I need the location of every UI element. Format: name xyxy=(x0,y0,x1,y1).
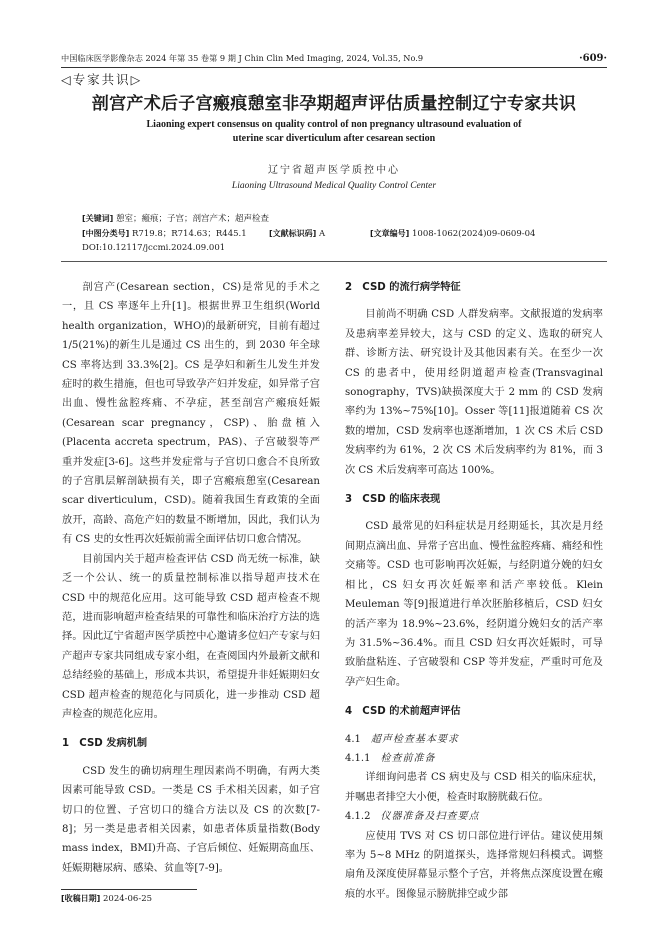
title-english-line-1: Liaoning expert consensus on quality control of non pregnancy ultrasound evaluation of xyxy=(146,119,522,130)
section-2-heading: 2 CSD 的流行病学特征 xyxy=(345,282,461,293)
title-english-line-2: uterine scar diverticulum after cesarean section xyxy=(232,133,436,144)
section-1-heading: 1 CSD 发病机制 xyxy=(62,738,148,750)
document-code-value: A xyxy=(319,229,326,239)
journal-citation: 中国临床医学影像杂志 2024 年第 35 卷第 9 期 J Chin Clin Med Imaging, 2024, Vol.35, No.9 xyxy=(61,53,424,63)
subsection-4-1-1-number: 4.1.1 xyxy=(345,752,371,764)
author-english: Liaoning Ultrasound Medical Quality Control Center xyxy=(231,181,437,191)
column-tag: ◁专家共识▷ xyxy=(61,72,143,87)
subsection-4-1-2-number: 4.1.2 xyxy=(345,811,371,823)
subsection-4-1-heading xyxy=(345,730,603,749)
received-date-footnote xyxy=(61,893,152,905)
keywords-value: 憩室；瘢痕；子宫；剖宫产术；超声检查 xyxy=(116,214,270,224)
intro-paragraph-1: 剖宫产(Cesarean section，CS)是常见的手术之一，且 CS 率逐年上升[1]。根据世界卫生组织(World health organization，WHO)的最新研究，目前有超过 1/5(21%)的新生儿是通过 CS 出生的，到 2030 年全球 CS 率将达到 33.3%[2]。CS 是孕妇和新生儿发生并发症时的救生措施，但也可导致孕产妇并发症，如异常子宫出血、慢性盆腔疼痛、不孕症，甚至剖宫产瘢痕妊娠(Cesarean scar pregnancy，CSP)、胎盘植入(Placenta accreta spectrum，PAS)、子宫破裂等严重并发症[3-6]。这些并发症常与子宫切口愈合不良所致的子宫肌层解剖缺损有关，即子宫瘢痕憩室(Cesarean scar diverticulum，CSD)。随着我国生育政策的全面放开，高龄、高危产妇的数量不断增加，因此，我们认为有 CS 史的女性再次妊娠前需全面评估切口愈合情况。 xyxy=(62,282,320,546)
section-4-heading: 4 CSD 的术前超声评估 xyxy=(345,706,461,718)
subsection-4-1-2-paragraph: 应使用 TVS 对 CS 切口部位进行评估。建议使用频率为 5~8 MHz 的阴道探头，选择常规妇科模式。调整扇角及深度使屏幕显示整个子宫，并将焦点深度设置在瘢痕的水平。图像显示膀胱排空或少部 xyxy=(345,830,603,900)
section-1-paragraph: CSD 发生的确切病理生理因素尚不明确，有两大类因素可能导致 CSD。一类是 CS 手术相关因素，如子宫切口的位置、子宫切口的缝合方法以及 CS 的次数[7-8]；另一类是患者相关因素，如患者体质量指数(Body mass index，BMI)升高、子宫后倾位、妊娠期高血压、妊娠期糖尿病、感染、贫血等[7-9]。 xyxy=(62,765,320,874)
metadata-rule xyxy=(61,261,607,262)
footnote-rule xyxy=(61,889,197,890)
author-chinese: 辽宁省超声医学质控中心 xyxy=(268,165,400,176)
subsection-4-1-1-paragraph: 详细询问患者 CS 病史及与 CSD 相关的临床症状，并嘱患者排空大小便，检查时取膀胱截石位。 xyxy=(345,772,603,803)
subsection-4-1-title: 超声检查基本要求 xyxy=(370,733,459,745)
clc-value: R719.8；R714.63；R445.1 xyxy=(132,229,247,239)
left-column xyxy=(62,278,320,878)
article-metadata xyxy=(82,211,592,256)
right-column xyxy=(345,278,603,904)
section-3-heading: 3 CSD 的临床表现 xyxy=(345,494,441,506)
running-head xyxy=(61,53,607,64)
title-chinese: 剖宫产术后子宫瘢痕憩室非孕期超声评估质量控制辽宁专家共识 xyxy=(91,94,577,114)
article-number-label: [文章编号] xyxy=(370,229,410,238)
keywords-row xyxy=(82,211,592,226)
clc-label: [中图分类号] xyxy=(82,229,130,238)
doi-link[interactable]: DOI:10.12117/jccmi.2024.09.001 xyxy=(82,243,226,253)
doi-row xyxy=(82,241,592,256)
intro-paragraph-2: 目前国内关于超声检查评估 CSD 尚无统一标准，缺乏一个公认、统一的质量控制标准以指导超声技术在 CSD 中的规范化应用。这可能导致 CSD 超声检查不规范，进而影响超声检查结果的可靠性和临床治疗方法的选择。因此辽宁省超声医学质控中心邀请多位妇产专家与妇产超声专家共同组成专家小组，在查阅国内外最新文献和总结经验的基础上，形成本共识，希望提升非妊娠期妇女 CSD 超声检查的规范化与同质化，进一步推动 CSD 超声检查的规范化应用。 xyxy=(62,553,320,720)
section-2-paragraph: 目前尚不明确 CSD 人群发病率。文献报道的发病率及患病率差异较大，这与 CSD 的定义、选取的研究人群、诊断方法、研究设计及其他因素有关。在至少一次 CS 的患者中，使用经阴道超声检查(Transvaginal sonography，TVS)缺损深度大于 2 mm 的 CSD 发病率约为 13%~75%[10]。Osser 等[11]报道随着 CS 次数的增加，CSD 发病率也逐渐增加，1 次 CS 术后 CSD 发病率约为 61%，2 次 CS 术后发病率约为 81%，而 3 次 CS 术后发病率可高达 100%。 xyxy=(345,309,603,476)
received-date-label: [收稿日期] xyxy=(61,894,101,903)
title-english xyxy=(61,118,607,146)
header-rule xyxy=(61,67,607,68)
section-3-paragraph: CSD 最常见的妇科症状是月经期延长，其次是月经间期点滴出血、异常子宫出血、慢性盆腔疼痛、痛经和性交痛等。CSD 也可影响再次妊娠，与经阴道分娩的妇女相比，CS 妇女再次妊娠率和活产率较低。Klein Meuleman 等[9]报道进行单次胚胎移植后，CSD 妇女的活产率为 18.9%~23.6%，经阴道分娩妇女的活产率为 31.5%~36.4%。而且 CSD 妇女再次妊娠时，可导致胎盘粘连、子宫破裂和 CSP 等并发症，严重时可危及孕产妇生命。 xyxy=(345,521,603,688)
keywords-label: [关键词] xyxy=(82,214,114,223)
subsection-4-1-2-title: 仪器准备及扫查要点 xyxy=(380,811,480,823)
classification-row xyxy=(82,226,592,241)
subsection-4-1-number: 4.1 xyxy=(345,733,361,745)
page-number: ·609· xyxy=(579,53,607,64)
subsection-4-1-2-heading xyxy=(345,807,603,826)
subsection-4-1-1-heading xyxy=(345,749,603,768)
received-date-value: 2024-06-25 xyxy=(103,894,153,904)
document-code-label: [文献标识码] xyxy=(269,229,317,238)
article-number-value: 1008-1062(2024)09-0609-04 xyxy=(412,229,536,239)
subsection-4-1-1-title: 检查前准备 xyxy=(380,752,436,764)
